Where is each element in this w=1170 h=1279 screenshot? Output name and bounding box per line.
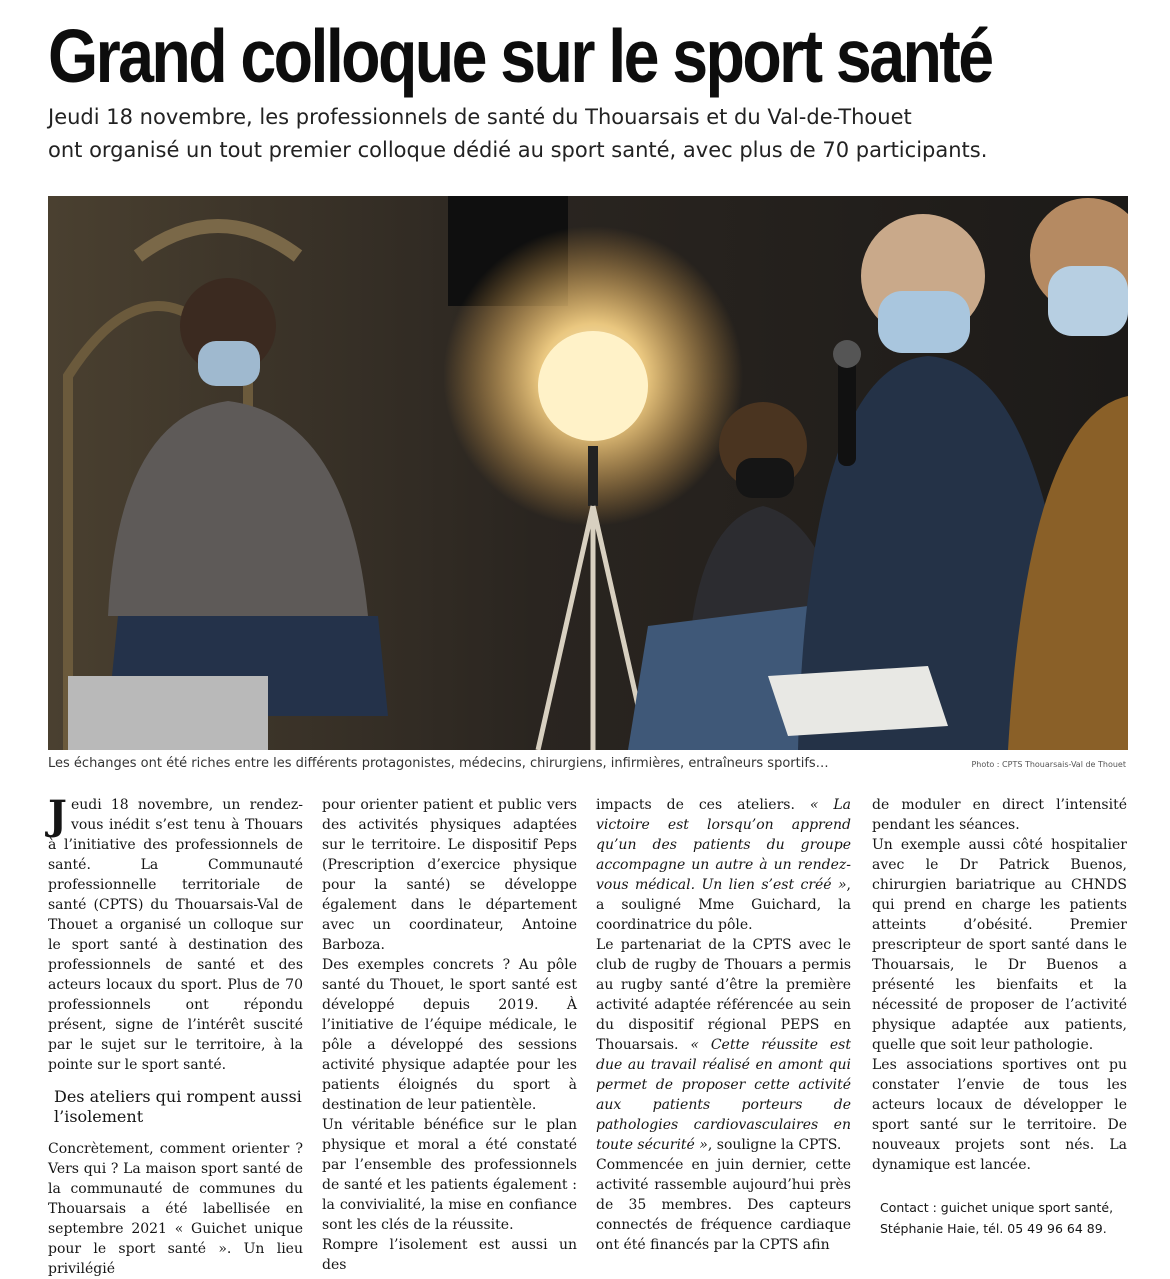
contact-line-1: Contact : guichet unique sport santé, <box>880 1200 1114 1215</box>
column-3 <box>596 795 851 1255</box>
lede <box>48 101 1148 167</box>
lamp <box>538 331 648 441</box>
paragraph: Rompre l’isolement est aussi un des <box>322 1237 577 1273</box>
person-center-mask <box>736 458 794 498</box>
article-photo <box>48 196 1128 750</box>
contact-info <box>872 1197 1127 1239</box>
column-1 <box>48 792 303 1279</box>
photo-caption: Les échanges ont été riches entre les différents protagonistes, médecins, chirurgiens, infirmières, entraîneurs sportifs… <box>48 756 829 771</box>
person-right-mask <box>1048 266 1128 336</box>
microphone-head <box>833 340 861 368</box>
paragraph: Les associations sportives ont pu constater l’envie de tous les acteurs locaux de développer le sport santé sur le territoire. De nouveaux projets sont nés. La dynamique est lancée. <box>872 1057 1127 1173</box>
paragraph: Concrètement, comment orienter ? Vers qui ? La maison sport santé de la communauté de communes du Thouarsais a été labellisée en septembre 2021 « Guichet unique pour le sport santé ». Un lieu privilégié <box>48 1141 303 1277</box>
drop-cap: J <box>48 792 67 839</box>
paper-sheet <box>768 666 948 736</box>
photo-illustration <box>48 196 1128 750</box>
paragraph <box>48 792 303 1075</box>
column-4 <box>872 795 1127 1239</box>
subheading: Des ateliers qui rompent aussi l’isolement <box>54 1087 302 1126</box>
paragraph-text: eudi 18 novembre, un rendez-vous inédit s’est tenu à Thouars à l’initiative des professionnels de santé. La Communauté professionnelle territoriale de santé (CPTS) du Thouarsais-Val de Thouet a organisé un colloque sur le sport santé à destination des professionnels de santé et des acteurs locaux du sport. Plus de 70 professionnels ont répondu présent, signe de l’intérêt suscité par le sujet sur le territoire, à la pointe sur le sport santé. <box>48 797 303 1073</box>
person-left-mask <box>198 341 260 386</box>
paragraph: Des exemples concrets ? Au pôle santé du Thouet, le sport santé est développé depuis 2019. À l’initiative de l’équipe médicale, le pôle a développé des sessions activité physique adaptée pour les patients éloignés du sport à destination de leur patientèle. <box>322 957 577 1113</box>
headline: Grand colloque sur le sport santé <box>48 14 992 98</box>
paragraph: pour orienter patient et public vers des activités physiques adaptées sur le territoire. Le dispositif Peps (Prescription d’exercice physique pour la santé) se développe également dans le département avec un coordinateur, Antoine Barboza. <box>322 797 577 953</box>
quote: « La victoire est lorsqu’on apprend qu’un des patients du groupe accompagne un autre à un rendez-vous médical. Un lien s’est créé » <box>596 797 851 893</box>
lamp-stand <box>588 446 598 506</box>
paragraph-text: impacts de ces ateliers. <box>596 797 810 813</box>
paragraph: Commencée en juin dernier, cette activité rassemble aujourd’hui près de 35 membres. Des capteurs connectés de fréquence cardiaque ont été financés par la CPTS afin <box>596 1157 851 1253</box>
paragraph-text: , a souligné Mme Guichard, la coordinatrice du pôle. <box>596 877 851 933</box>
paragraph <box>596 935 851 1155</box>
quote: « Cette réussite est due au travail réalisé en amont qui permet de proposer cette activité aux patients porteurs de pathologies cardiovasculaires en toute sécurité » <box>596 1037 851 1153</box>
paragraph: de moduler en direct l’intensité pendant les séances. <box>872 797 1127 833</box>
photo-credit: Photo : CPTS Thouarsais-Val de Thouet <box>971 760 1126 769</box>
lede-line-2: ont organisé un tout premier colloque dédié au sport santé, avec plus de 70 participants. <box>48 138 988 162</box>
paragraph-text: Le partenariat de la CPTS avec le club de rugby de Thouars a permis au rugby santé d’être la première activité adaptée référencée au sein du dispositif régional PEPS en Thouarsais. <box>596 937 851 1053</box>
contact-line-2: Stéphanie Haie, tél. 05 49 96 64 89. <box>880 1221 1107 1236</box>
column-2 <box>322 795 577 1275</box>
paragraph-text: , souligne la CPTS. <box>707 1137 842 1153</box>
paragraph: Un exemple aussi côté hospitalier avec le Dr Patrick Buenos, chirurgien bariatrique au CHNDS qui prend en charge les patients atteints d’obésité. Premier prescripteur de sport santé dans le Thouarsais, le Dr Buenos a présenté les bienfaits et la nécessité de proposer de l’activité physique adaptée aux patients, quelle que soit leur pathologie. <box>872 837 1127 1053</box>
person-mic-mask <box>878 291 970 353</box>
lede-line-1: Jeudi 18 novembre, les professionnels de santé du Thouarsais et du Val-de-Thouet <box>48 105 912 129</box>
paragraph <box>596 795 851 935</box>
paragraph: Un véritable bénéfice sur le plan physique et moral a été constaté par l’ensemble des professionnels de santé et les patients également : la convivialité, la mise en confiance sont les clés de la réussite. <box>322 1117 577 1233</box>
laptop <box>68 676 268 750</box>
